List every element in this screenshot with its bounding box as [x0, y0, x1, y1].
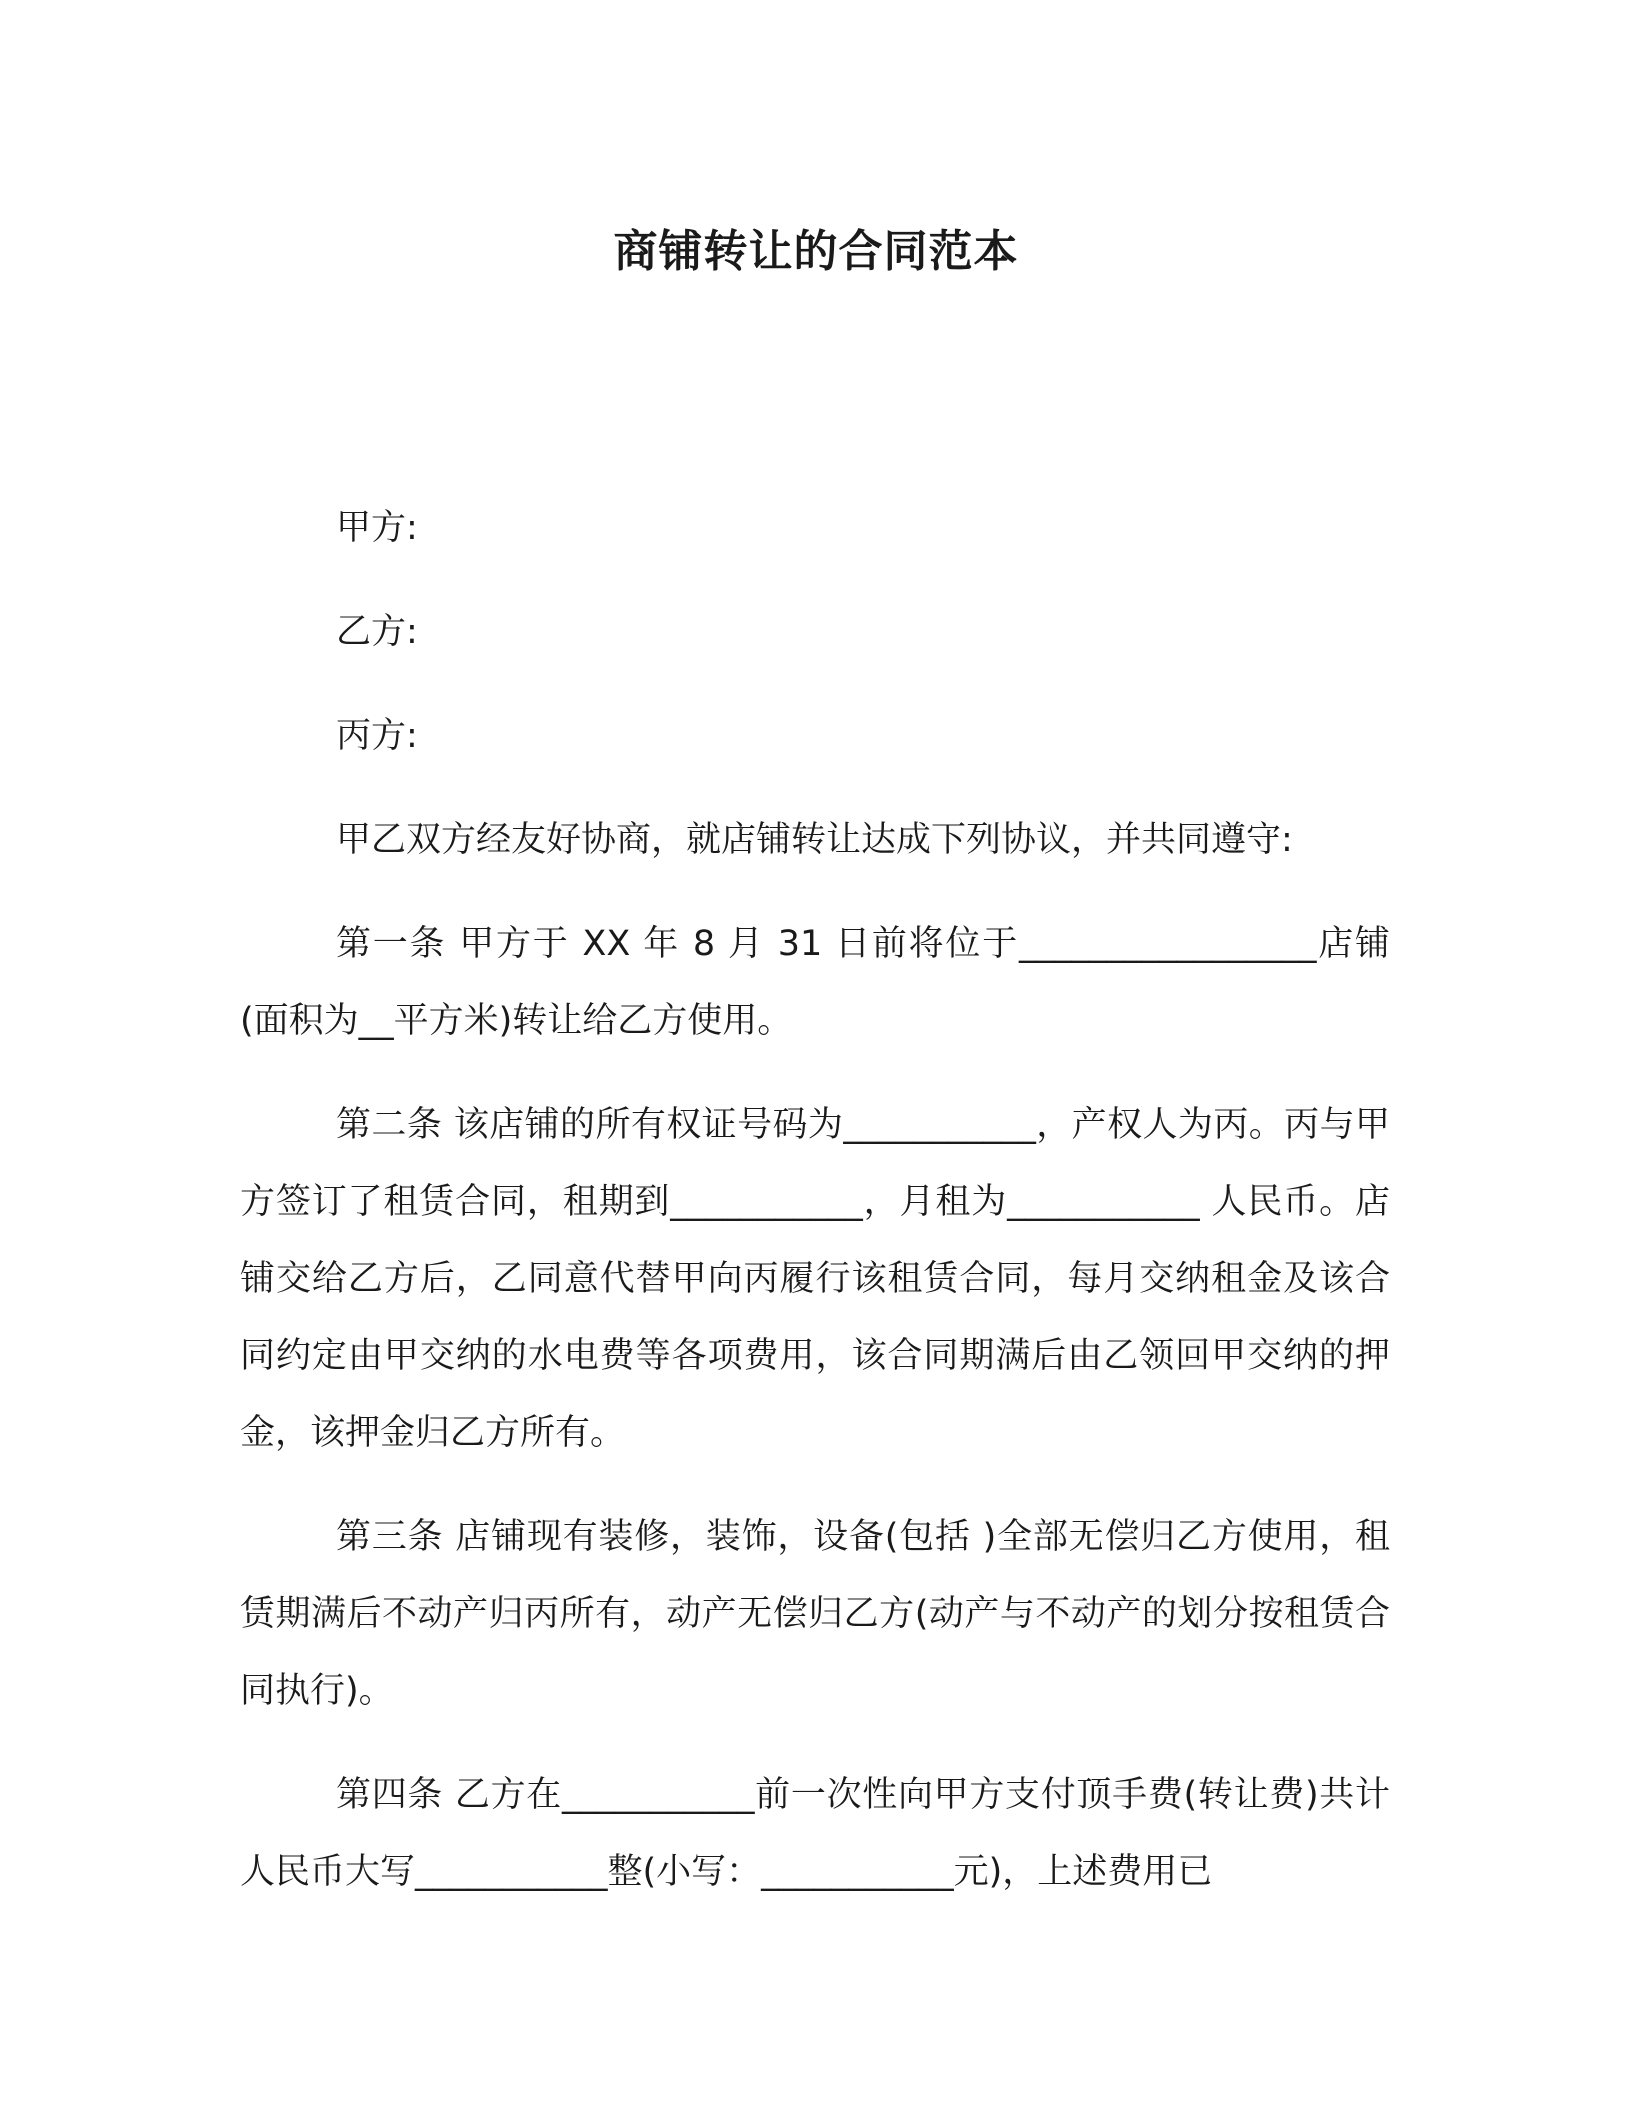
article-3-paragraph: 第三条 店铺现有装修，装饰，设备(包括 )全部无偿归乙方使用，租赁期满后不动产归丙所有，动产无偿归乙方(动产与不动产的划分按租赁合同执行)。	[240, 1517, 1390, 1711]
document-title: 商铺转让的合同范本	[613, 226, 1019, 277]
article-4-paragraph: 第四条 乙方在___________前一次性向甲方支付顶手费(转让费)共计人民币大写___________整(小写：___________元)，上述费用已	[240, 1775, 1390, 1892]
article-1-paragraph: 第一条 甲方于 XX 年 8 月 31 日前将位于_________________店铺(面积为__平方米)转让给乙方使用。	[240, 924, 1390, 1041]
party-b-label: 乙方:	[336, 612, 418, 652]
article-2-paragraph: 第二条 该店铺的所有权证号码为___________，产权人为丙。丙与甲方签订了租赁合同，租期到___________，月租为___________ 人民币。店铺交给乙方后，乙同意代替甲向丙履行该租赁合同，每月交纳租金及该合同约定由甲交纳的水电费等各项费用，该合同期满后由乙领回甲交纳的押金，该押金归乙方所有。	[240, 1105, 1390, 1453]
party-a-label: 甲方:	[336, 508, 418, 548]
party-c-label: 丙方:	[336, 716, 418, 756]
preamble-paragraph: 甲乙双方经友好协商，就店铺转让达成下列协议，并共同遵守:	[336, 820, 1293, 860]
document-body	[240, 490, 1390, 1911]
